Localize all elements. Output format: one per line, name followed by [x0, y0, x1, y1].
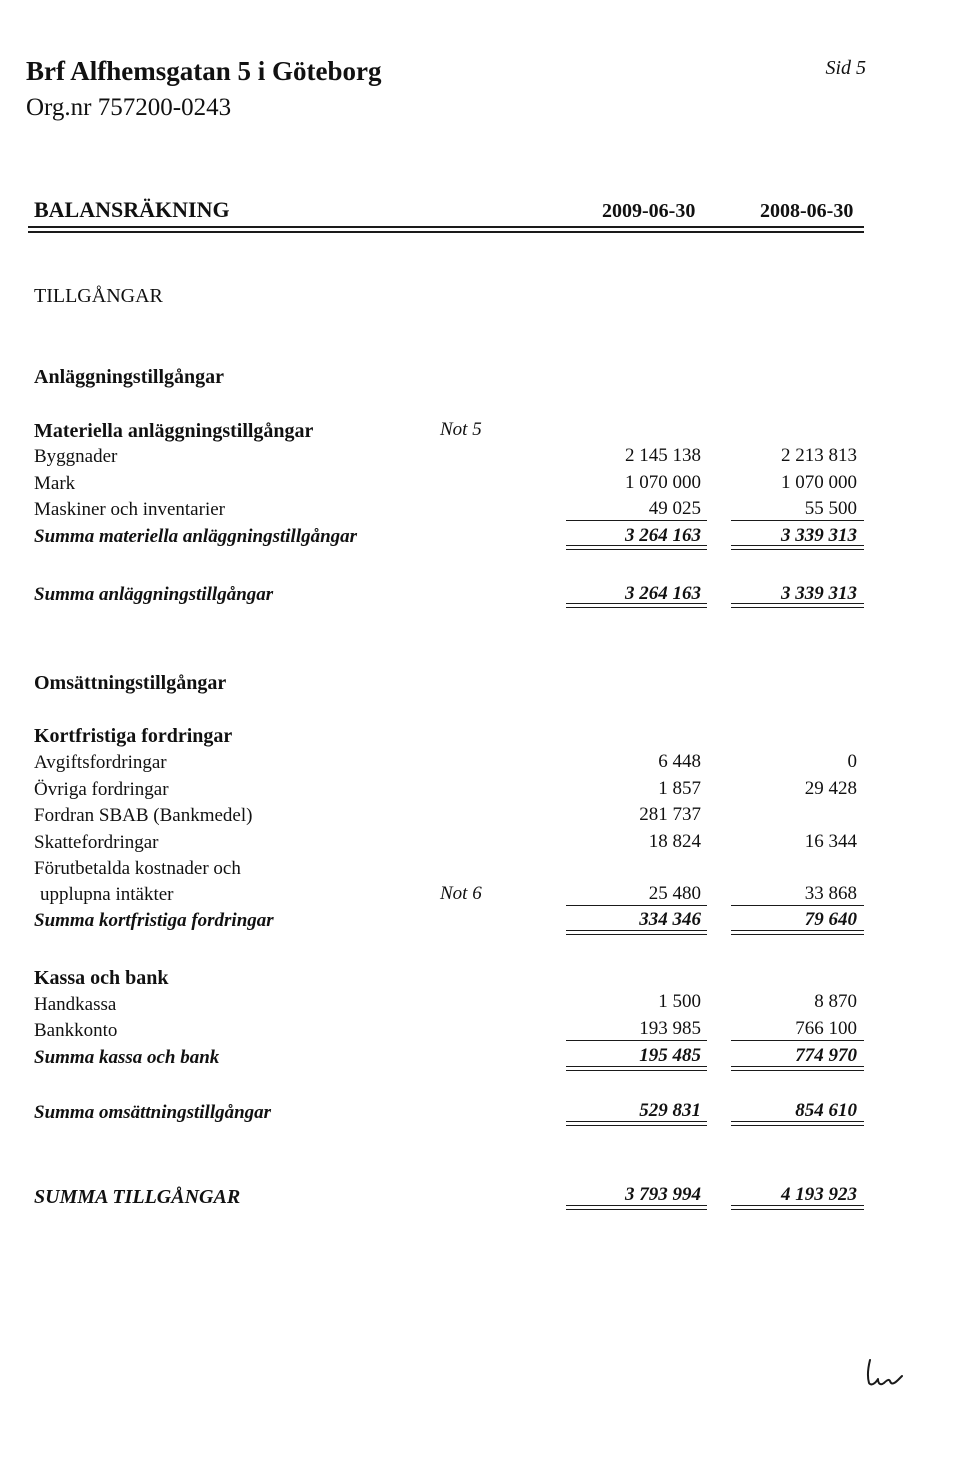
total-assets-label: SUMMA TILLGÅNGAR	[34, 1186, 241, 1208]
subtotal-2009: 334 346	[639, 909, 701, 930]
tangible-assets-heading: Materiella anläggningstillgångar	[34, 420, 314, 442]
double-rule	[731, 1205, 864, 1206]
double-rule	[566, 603, 707, 604]
row-label: Fordran SBAB (Bankmedel)	[34, 805, 253, 826]
page-number: Sid 5	[825, 57, 866, 79]
value-2008: 2 213 813	[781, 445, 857, 466]
subtotal-2009: 195 485	[639, 1045, 701, 1066]
current-assets-heading: Omsättningstillgångar	[34, 672, 227, 694]
row-label: Handkassa	[34, 994, 117, 1015]
double-rule	[566, 934, 707, 935]
column-header-2009: 2009-06-30	[602, 200, 696, 222]
double-rule	[731, 930, 864, 931]
short-term-receivables-heading: Kortfristiga fordringar	[34, 725, 233, 747]
cash-and-bank-heading: Kassa och bank	[34, 967, 169, 989]
subtotal-rule	[731, 520, 864, 521]
value-2008: 29 428	[804, 778, 857, 799]
row-label: Förutbetalda kostnader och	[34, 858, 241, 879]
row-label: Avgiftsfordringar	[34, 752, 167, 773]
subtotal-rule	[731, 905, 864, 906]
subtotal-2008: 3 339 313	[781, 525, 857, 546]
row-label: Övriga fordringar	[34, 779, 169, 800]
total-current-assets-label: Summa omsättningstillgångar	[34, 1102, 272, 1123]
double-rule	[566, 545, 707, 546]
double-rule	[566, 549, 707, 550]
value-2008: 0	[847, 751, 857, 772]
total-current-assets-2008: 854 610	[795, 1100, 857, 1121]
total-fixed-assets-label: Summa anläggningstillgångar	[34, 584, 274, 605]
subtotal-rule	[566, 905, 707, 906]
value-2008: 8 870	[814, 991, 857, 1012]
row-label: Byggnader	[34, 446, 118, 467]
total-assets-2008: 4 193 923	[781, 1184, 857, 1205]
row-label: Skattefordringar	[34, 832, 159, 853]
double-rule	[731, 934, 864, 935]
value-2009: 1 500	[658, 991, 701, 1012]
total-fixed-assets-2008: 3 339 313	[781, 583, 857, 604]
value-2009: 281 737	[639, 804, 701, 825]
value-2009: 25 480	[648, 883, 701, 904]
note-reference: Not 6	[440, 883, 482, 904]
value-2008: 766 100	[795, 1018, 857, 1039]
title-rule-bottom	[28, 231, 864, 233]
value-2008: 1 070 000	[781, 472, 857, 493]
value-2009: 18 824	[648, 831, 701, 852]
double-rule	[566, 607, 707, 608]
double-rule	[566, 1070, 707, 1071]
organization-name: Brf Alfhemsgatan 5 i Göteborg	[26, 56, 382, 86]
double-rule	[731, 549, 864, 550]
double-rule	[731, 1066, 864, 1067]
double-rule	[731, 545, 864, 546]
value-2009: 193 985	[639, 1018, 701, 1039]
title-rule-top	[28, 226, 864, 228]
double-rule	[566, 1066, 707, 1067]
total-assets-2009: 3 793 994	[625, 1184, 701, 1205]
fixed-assets-heading: Anläggningstillgångar	[34, 366, 225, 388]
subtotal-2009: 3 264 163	[625, 525, 701, 546]
subtotal-rule	[731, 1040, 864, 1041]
row-label: Maskiner och inventarier	[34, 499, 225, 520]
value-2008: 33 868	[804, 883, 857, 904]
value-2009: 1 070 000	[625, 472, 701, 493]
double-rule	[566, 1125, 707, 1126]
value-2009: 2 145 138	[625, 445, 701, 466]
row-label: Bankkonto	[34, 1020, 118, 1041]
subtotal-rule	[566, 1040, 707, 1041]
value-2008: 16 344	[804, 831, 857, 852]
subtotal-label: Summa kassa och bank	[34, 1047, 220, 1068]
row-label: Mark	[34, 473, 76, 494]
double-rule	[731, 607, 864, 608]
section-heading-assets: TILLGÅNGAR	[34, 285, 163, 307]
double-rule	[731, 1070, 864, 1071]
value-2008: 55 500	[804, 498, 857, 519]
double-rule	[566, 1205, 707, 1206]
value-2009: 1 857	[658, 778, 701, 799]
subtotal-label: Summa materiella anläggningstillgångar	[34, 526, 358, 547]
statement-title: BALANSRÄKNING	[34, 197, 230, 222]
double-rule	[731, 1121, 864, 1122]
note-reference: Not 5	[440, 419, 482, 440]
subtotal-2008: 774 970	[795, 1045, 857, 1066]
column-header-2008: 2008-06-30	[760, 200, 854, 222]
double-rule	[731, 1209, 864, 1210]
subtotal-label: Summa kortfristiga fordringar	[34, 910, 274, 931]
handwritten-initials	[862, 1358, 906, 1390]
organization-number: Org.nr 757200-0243	[26, 94, 232, 121]
double-rule	[566, 1209, 707, 1210]
subtotal-2008: 79 640	[804, 909, 857, 930]
double-rule	[566, 1121, 707, 1122]
total-fixed-assets-2009: 3 264 163	[625, 583, 701, 604]
double-rule	[566, 930, 707, 931]
double-rule	[731, 603, 864, 604]
row-label: upplupna intäkter	[40, 884, 174, 905]
total-current-assets-2009: 529 831	[639, 1100, 701, 1121]
value-2009: 49 025	[648, 498, 701, 519]
subtotal-rule	[566, 520, 707, 521]
value-2009: 6 448	[658, 751, 701, 772]
double-rule	[731, 1125, 864, 1126]
